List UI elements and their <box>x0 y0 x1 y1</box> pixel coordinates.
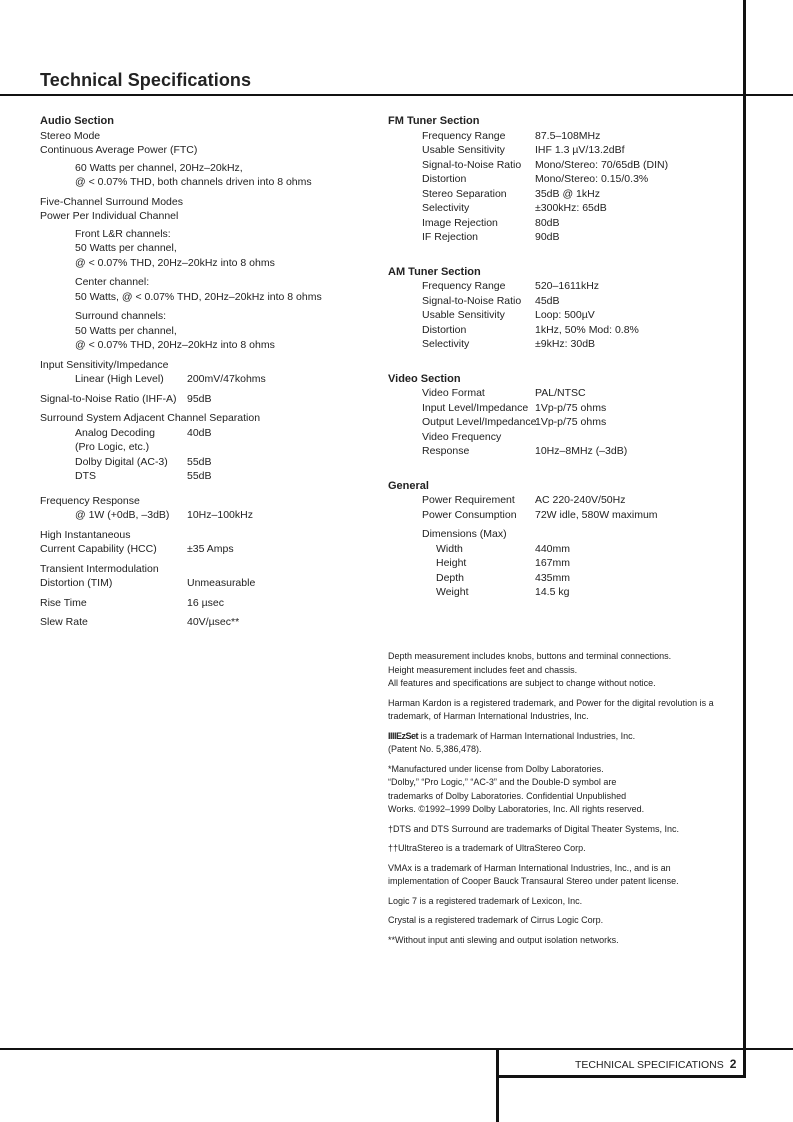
separation-heading: Surround System Adjacent Channel Separation <box>40 412 261 424</box>
spec-value: AC 220-240V/50Hz <box>535 494 626 506</box>
spec-value: 1kHz, 50% Mod: 0.8% <box>535 323 639 336</box>
spec-key: Width <box>436 542 463 555</box>
note-dolby-3: trademarks of Dolby Laboratories. Confidential Unpublished <box>388 790 627 801</box>
dts-value: 55dB <box>187 470 212 482</box>
hcc-key: Current Capability (HCC) <box>40 543 157 555</box>
spec-key: Output Level/Impedance <box>422 416 537 428</box>
dims-rows <box>388 542 728 600</box>
spec-value: Mono/Stereo: 70/65dB (DIN) <box>535 158 669 171</box>
spec-key: IF Rejection <box>422 231 479 243</box>
am-rows <box>388 279 728 352</box>
spec-value: 520–1611kHz <box>535 280 600 292</box>
spec-row <box>388 129 728 144</box>
note-depth: Depth measurement includes knobs, buttons and terminal connections. <box>388 651 672 661</box>
rise-time-value: 16 µsec <box>187 596 224 609</box>
note-easyset: is a trademark of Harman International Industries, Inc. <box>418 730 636 741</box>
general-rows <box>388 493 728 522</box>
spec-value: 14.5 kg <box>535 586 570 598</box>
note-harman: Harman Kardon is a registered trademark, and Power for the digital revolution is a trademark, of Harman International Industries, Inc. <box>388 697 714 721</box>
spec-key: Usable Sensitivity <box>422 144 505 156</box>
spec-row <box>388 216 728 231</box>
spec-key: Distortion <box>422 173 467 185</box>
spec-value: Mono/Stereo: 0.15/0.3% <box>535 173 649 185</box>
spec-key: Input Level/Impedance <box>422 401 529 414</box>
am-heading: AM Tuner Section <box>388 265 481 278</box>
note-dolby-1: *Manufactured under license from Dolby Laboratories. <box>388 763 604 774</box>
spec-value: 80dB <box>535 216 560 229</box>
frequency-key: @ 1W (+0dB, –3dB) <box>75 509 170 521</box>
linear-row <box>40 372 380 387</box>
spec-row <box>388 542 728 557</box>
spec-row <box>388 323 728 338</box>
video-rows <box>388 386 728 459</box>
spec-value: 1Vp-p/75 ohms <box>535 401 607 414</box>
footer-rule <box>0 1048 793 1050</box>
hcc-row <box>40 542 380 557</box>
page-number: 2 <box>729 1057 737 1071</box>
dts-key: DTS <box>75 470 96 482</box>
easyset-logo: IIIIEzSet <box>388 730 419 741</box>
spec-key: Distortion <box>422 323 467 336</box>
spec-row <box>388 337 728 352</box>
footnotes <box>388 650 728 953</box>
note-crystal: Crystal is a registered trademark of Cirrus Logic Corp. <box>388 915 604 925</box>
spec-row <box>388 201 728 216</box>
tim-row <box>40 576 380 591</box>
hcc-heading: High Instantaneous <box>40 528 131 541</box>
snr-key: Signal-to-Noise Ratio (IHF-A) <box>40 392 177 405</box>
right-margin-rule <box>743 0 746 1075</box>
front-channels-line-1: 50 Watts per channel, <box>75 242 177 254</box>
footer-divider <box>496 1048 499 1122</box>
frequency-value: 10Hz–100kHz <box>187 509 253 521</box>
tim-value: Unmeasurable <box>187 577 256 589</box>
spec-key: Selectivity <box>422 202 470 214</box>
note-dolby-2: “Dolby,” “Pro Logic,” “AC-3” and the Double-D symbol are <box>388 777 617 787</box>
slew-rate-key: Slew Rate <box>40 616 88 628</box>
linear-value: 200mV/47kohms <box>187 373 266 385</box>
spec-value: 167mm <box>535 557 571 569</box>
tim-key: Distortion (TIM) <box>40 577 113 589</box>
dolby-value: 55dB <box>187 455 212 468</box>
prologic-note: (Pro Logic, etc.) <box>75 441 150 453</box>
note-ultrastereo: ††UltraStereo is a trademark of UltraStereo Corp. <box>388 843 586 853</box>
cap-ftc-line-2: @ < 0.07% THD, both channels driven into 8 ohms <box>75 176 312 188</box>
footer-label: TECHNICAL SPECIFICATIONS <box>575 1059 724 1071</box>
spec-value: ±300kHz: 65dB <box>535 202 607 214</box>
spec-key: Frequency Range <box>422 129 506 142</box>
center-channel-heading: Center channel: <box>75 276 150 288</box>
snr-value: 95dB <box>187 392 212 405</box>
spec-value: 72W idle, 580W maximum <box>535 508 658 521</box>
spec-row <box>388 143 728 158</box>
spec-value: IHF 1.3 µV/13.2dBf <box>535 144 625 156</box>
fm-heading: FM Tuner Section <box>388 115 480 127</box>
note-changes: All features and specifications are subject to change without notice. <box>388 678 656 688</box>
dimensions-heading: Dimensions (Max) <box>422 528 507 540</box>
analog-row <box>40 426 380 441</box>
dolby-row <box>40 455 380 470</box>
spec-value: 10Hz–8MHz (–3dB) <box>535 445 628 457</box>
spec-value: 90dB <box>535 231 560 243</box>
center-channel-line-1: 50 Watts, @ < 0.07% THD, 20Hz–20kHz into 8 ohms <box>75 290 322 303</box>
spec-value: 440mm <box>535 542 571 555</box>
slew-rate-row <box>40 615 380 630</box>
stereo-mode-label: Stereo Mode <box>40 129 101 142</box>
spec-value: Loop: 500µV <box>535 309 595 321</box>
right-spec-column <box>388 114 728 600</box>
spec-row <box>388 279 728 294</box>
spec-row <box>388 230 728 245</box>
spec-row <box>388 556 728 571</box>
power-per-channel-label: Power Per Individual Channel <box>40 210 179 222</box>
audio-heading: Audio Section <box>40 115 114 127</box>
spec-key: Video Format <box>422 387 485 399</box>
frequency-row <box>40 508 380 523</box>
spec-row <box>388 444 728 459</box>
spec-key: Power Consumption <box>422 508 517 521</box>
spec-row <box>388 187 728 202</box>
surround-channels-heading: Surround channels: <box>75 310 167 322</box>
note-height: Height measurement includes feet and chassis. <box>388 664 578 675</box>
rise-time-row <box>40 596 380 611</box>
rise-time-key: Rise Time <box>40 596 87 609</box>
spec-key: Power Requirement <box>422 494 515 506</box>
surround-channels-line-2: @ < 0.07% THD, 20Hz–20kHz into 8 ohms <box>75 339 275 351</box>
cap-ftc-label: Continuous Average Power (FTC) <box>40 144 198 156</box>
spec-key: Selectivity <box>422 338 470 350</box>
cap-ftc-line-1: 60 Watts per channel, 20Hz–20kHz, <box>75 161 243 174</box>
spec-value: 435mm <box>535 571 571 584</box>
analog-key: Analog Decoding <box>75 426 155 439</box>
spec-row <box>388 158 728 173</box>
spec-row <box>388 401 728 416</box>
spec-key: Stereo Separation <box>422 187 507 200</box>
spec-row <box>388 571 728 586</box>
spec-key: Weight <box>436 586 469 598</box>
fm-rows <box>388 129 728 245</box>
spec-row <box>388 386 728 401</box>
spec-row <box>388 294 728 309</box>
page-title: Technical Specifications <box>40 70 252 90</box>
slew-rate-value: 40V/µsec** <box>187 616 240 628</box>
general-heading: General <box>388 479 429 492</box>
five-channel-label: Five-Channel Surround Modes <box>40 195 183 208</box>
front-channels-line-2: @ < 0.07% THD, 20Hz–20kHz into 8 ohms <box>75 256 275 269</box>
surround-channels-line-1: 50 Watts per channel, <box>75 324 177 337</box>
footer <box>575 1057 736 1071</box>
spec-row <box>388 508 728 523</box>
spec-key: Usable Sensitivity <box>422 309 505 321</box>
spec-row <box>388 585 728 600</box>
spec-key: Frequency Range <box>422 280 506 292</box>
dts-row <box>40 469 380 484</box>
spec-key: Height <box>436 557 467 569</box>
spec-value: 87.5–108MHz <box>535 129 601 142</box>
note-dolby-4: Works. ©1992–1999 Dolby Laboratories, Inc. All rights reserved. <box>388 804 645 814</box>
spec-key: Signal-to-Noise Ratio <box>422 158 522 171</box>
spec-key: Image Rejection <box>422 216 498 229</box>
spec-key: Response <box>422 445 470 457</box>
spec-key: Depth <box>436 571 465 584</box>
video-heading: Video Section <box>388 372 461 385</box>
note-patent: (Patent No. 5,386,478). <box>388 744 482 754</box>
spec-value: PAL/NTSC <box>535 387 586 399</box>
dimensions-heading-row <box>388 527 728 542</box>
spec-row <box>388 430 728 445</box>
hcc-value: ±35 Amps <box>187 543 234 555</box>
header-rule <box>0 94 793 96</box>
spec-value: 45dB <box>535 294 560 307</box>
snr-row <box>40 392 380 407</box>
note-slewing: **Without input anti slewing and output isolation networks. <box>388 934 619 945</box>
spec-row <box>388 308 728 323</box>
note-vmax: VMAx is a trademark of Harman International Industries, Inc., and is an implementation of Cooper Bauck Transaural Stereo under patent license. <box>388 862 679 886</box>
spec-key: Video Frequency <box>422 430 502 443</box>
analog-value: 40dB <box>187 426 212 439</box>
dolby-key: Dolby Digital (AC-3) <box>75 455 168 468</box>
spec-row <box>388 493 728 508</box>
spec-key: Signal-to-Noise Ratio <box>422 294 522 307</box>
spec-value: ±9kHz: 30dB <box>535 338 596 350</box>
front-channels-heading: Front L&R channels: <box>75 227 171 240</box>
spec-row <box>388 415 728 430</box>
frequency-heading: Frequency Response <box>40 494 140 507</box>
footer-box-rule <box>497 1075 746 1078</box>
note-logic7: Logic 7 is a registered trademark of Lexicon, Inc. <box>388 895 583 906</box>
spec-value: 35dB @ 1kHz <box>535 187 600 200</box>
tim-heading: Transient Intermodulation <box>40 562 159 575</box>
audio-section <box>40 114 380 630</box>
note-dts: †DTS and DTS Surround are trademarks of Digital Theater Systems, Inc. <box>388 823 679 834</box>
spec-row <box>388 172 728 187</box>
linear-key: Linear (High Level) <box>75 373 164 385</box>
spec-value: 1Vp-p/75 ohms <box>535 416 607 428</box>
input-sensitivity-label: Input Sensitivity/Impedance <box>40 358 169 371</box>
